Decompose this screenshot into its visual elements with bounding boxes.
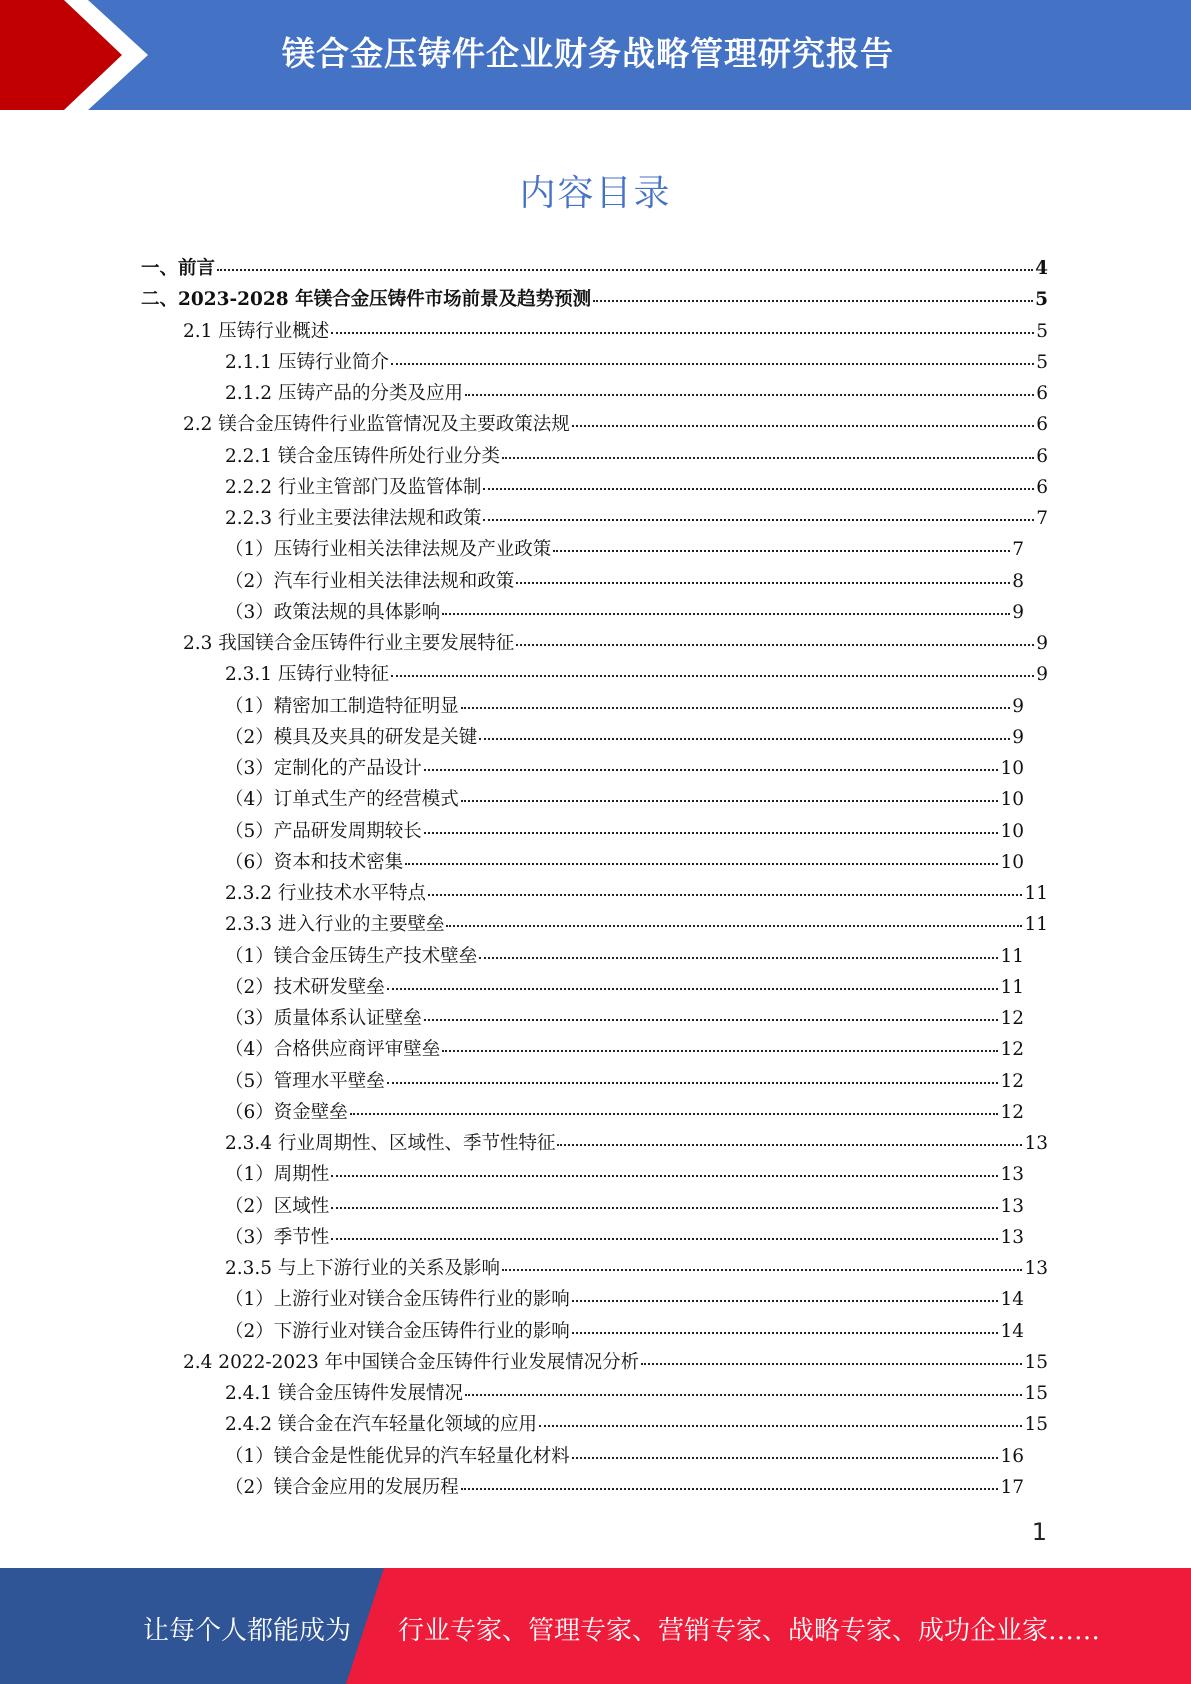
toc-entry-page: 4 — [1035, 258, 1048, 279]
page-number: 1 — [1031, 1518, 1047, 1546]
toc-entry-page: 6 — [1036, 445, 1048, 467]
toc-entry[interactable] — [225, 1191, 1024, 1222]
toc-entry-page: 10 — [1000, 820, 1024, 842]
toc-entry[interactable] — [225, 753, 1024, 784]
toc-entry-page: 13 — [1024, 1133, 1048, 1154]
toc-entry-title: 2.1.2 压铸产品的分类及应用 — [225, 383, 463, 404]
toc-entry-title: （3）季节性 — [225, 1226, 330, 1248]
dot-leader — [442, 595, 1010, 615]
header-banner — [0, 0, 1191, 110]
toc-entry-title: 2.2.2 行业主管部门及监管体制 — [225, 476, 482, 498]
toc-entry-page: 6 — [1036, 476, 1048, 498]
toc-entry[interactable] — [225, 1222, 1024, 1253]
dot-leader — [424, 814, 999, 834]
toc-entry-title: 2.3.5 与上下游行业的关系及影响 — [225, 1258, 500, 1279]
toc-entry[interactable] — [225, 1128, 1048, 1159]
dot-leader — [331, 314, 1034, 334]
toc-entry[interactable] — [225, 378, 1048, 409]
toc-entry-title: （3）政策法规的具体影响 — [225, 601, 441, 623]
toc-entry[interactable] — [183, 409, 1048, 440]
toc-entry-page: 16 — [1000, 1445, 1024, 1467]
toc-entry-title: （2）技术研发壁垒 — [225, 976, 385, 998]
dot-leader — [641, 1345, 1022, 1365]
dot-leader — [461, 689, 1010, 709]
dot-leader — [331, 1157, 998, 1177]
toc-entry[interactable] — [225, 1253, 1048, 1284]
toc-entry-title: （6）资本和技术密集 — [225, 851, 404, 873]
toc-entry[interactable] — [225, 597, 1024, 628]
toc-entry[interactable] — [225, 503, 1048, 534]
toc-entry-page: 9 — [1036, 664, 1048, 686]
toc-entry-title: 2.1.1 压铸行业简介 — [225, 351, 389, 373]
toc-entry-title: （1）上游行业对镁合金压铸件行业的影响 — [225, 1289, 570, 1311]
toc-entry-page: 12 — [1000, 1070, 1024, 1092]
toc-entry-page: 7 — [1036, 508, 1048, 529]
dot-leader — [428, 876, 1022, 896]
dot-leader — [483, 470, 1034, 490]
toc-entry-page: 13 — [1000, 1195, 1024, 1217]
dot-leader — [461, 782, 999, 802]
toc-entry-page: 12 — [1000, 1039, 1024, 1061]
toc-entry[interactable] — [141, 253, 1048, 284]
toc-entry-title: 2.2 镁合金压铸件行业监管情况及主要政策法规 — [183, 414, 570, 436]
toc-entry-title: （2）区域性 — [225, 1195, 330, 1217]
dot-leader — [516, 626, 1034, 646]
toc-entry-title: （2）模具及夹具的研发是关键 — [225, 726, 478, 748]
toc-entry[interactable] — [225, 691, 1024, 722]
toc-entry-title: 2.3 我国镁合金压铸件行业主要发展特征 — [183, 633, 515, 654]
toc-entry-page: 6 — [1036, 414, 1048, 436]
report-title: 镁合金压铸件企业财务战略管理研究报告 — [282, 34, 894, 73]
toc-entry-page: 11 — [1000, 976, 1024, 998]
toc-entry[interactable] — [225, 1441, 1024, 1472]
toc-entry[interactable] — [225, 878, 1048, 909]
dot-leader — [387, 1064, 999, 1084]
toc-entry[interactable] — [225, 1034, 1024, 1065]
dot-leader — [572, 1282, 999, 1302]
dot-leader — [593, 282, 1033, 302]
toc-heading: 内容目录 — [519, 173, 672, 214]
dot-leader — [391, 345, 1034, 365]
toc-entry-title: （1）镁合金压铸生产技术壁垒 — [225, 945, 478, 967]
toc-entry-title: （1）精密加工制造特征明显 — [225, 695, 459, 717]
toc-entry-title: 2.2.3 行业主要法律法规和政策 — [225, 508, 482, 529]
toc-entry[interactable] — [225, 347, 1048, 378]
toc-entry[interactable] — [225, 1409, 1048, 1440]
dot-leader — [572, 407, 1034, 427]
toc-entry-title: （2）汽车行业相关法律法规和政策 — [225, 570, 515, 592]
toc-entry-page: 12 — [1000, 1101, 1024, 1123]
toc-entry[interactable] — [225, 1003, 1024, 1034]
toc-entry-page: 17 — [1000, 1476, 1024, 1498]
toc-entry-page: 15 — [1024, 1414, 1048, 1436]
toc-entry[interactable] — [225, 1284, 1024, 1315]
toc-entry[interactable] — [141, 284, 1048, 315]
dot-leader — [331, 1220, 998, 1240]
toc-entry[interactable] — [225, 1472, 1024, 1503]
toc-entry-page: 15 — [1024, 1383, 1048, 1404]
dot-leader — [502, 1251, 1022, 1271]
toc-entry-title: （4）合格供应商评审壁垒 — [225, 1039, 441, 1061]
toc-entry-title: 一、前言 — [141, 258, 216, 279]
dot-leader — [461, 1470, 999, 1490]
toc-entry[interactable] — [225, 1159, 1024, 1190]
toc-entry-page: 10 — [1000, 758, 1024, 779]
toc-entry-title: 2.3.3 进入行业的主要壁垒 — [225, 914, 445, 936]
toc-entry[interactable] — [225, 566, 1024, 597]
toc-entry[interactable] — [225, 909, 1048, 940]
toc-entry-page: 15 — [1024, 1351, 1048, 1373]
toc-entry[interactable] — [225, 941, 1024, 972]
dot-leader — [391, 657, 1034, 677]
dot-leader — [405, 845, 998, 865]
dot-leader — [516, 564, 1010, 584]
toc-entry-title: 2.4 2022-2023 年中国镁合金压铸件行业发展情况分析 — [183, 1351, 640, 1373]
toc-entry[interactable] — [225, 784, 1024, 815]
dot-leader — [331, 1189, 998, 1209]
toc-entry-title: （1）周期性 — [225, 1164, 330, 1186]
toc-entry[interactable] — [183, 1347, 1048, 1378]
toc-entry-title: 2.2.1 镁合金压铸件所处行业分类 — [225, 445, 500, 467]
toc-entry-page: 9 — [1012, 601, 1024, 623]
toc-entry-page: 12 — [1000, 1008, 1024, 1029]
toc-entry[interactable] — [225, 722, 1024, 753]
toc-entry-page: 11 — [1000, 945, 1024, 967]
footer-banner — [0, 1568, 1191, 1684]
toc-entry[interactable] — [225, 1316, 1024, 1347]
toc-entry-title: （2）下游行业对镁合金压铸件行业的影响 — [225, 1320, 570, 1342]
toc-entry[interactable] — [225, 441, 1048, 472]
toc-entry-page: 14 — [1000, 1289, 1024, 1311]
toc-entry-page: 5 — [1036, 320, 1048, 342]
toc-entry-title: （1）压铸行业相关法律法规及产业政策 — [225, 539, 552, 561]
toc-entry[interactable] — [225, 847, 1024, 878]
toc-entry-title: 二、2023-2028 年镁合金压铸件市场前景及趋势预测 — [141, 289, 592, 311]
dot-leader — [424, 751, 999, 771]
toc-entry-page: 11 — [1024, 883, 1048, 904]
dot-leader — [479, 939, 998, 959]
toc-entry[interactable] — [225, 816, 1024, 847]
dot-leader — [442, 1032, 998, 1052]
toc-entry-title: 2.1 压铸行业概述 — [183, 320, 330, 342]
footer-slogan-right: 行业专家、管理专家、营销专家、战略专家、成功企业家…… — [398, 1616, 1101, 1646]
toc-entry[interactable] — [225, 972, 1024, 1003]
toc-entry[interactable] — [225, 472, 1048, 503]
toc-entry-title: 2.4.1 镁合金压铸件发展情况 — [225, 1383, 463, 1404]
toc-entry-page: 13 — [1000, 1226, 1024, 1248]
toc-entry-title: （5）管理水平壁垒 — [225, 1070, 385, 1092]
dot-leader — [572, 1439, 999, 1459]
dot-leader — [350, 1095, 999, 1115]
toc-entry-page: 13 — [1000, 1164, 1024, 1186]
toc-entry[interactable] — [225, 1097, 1024, 1128]
toc-entry[interactable] — [225, 1378, 1048, 1409]
toc-entry-title: 2.4.2 镁合金在汽车轻量化领域的应用 — [225, 1414, 537, 1436]
toc-entry-title: （2）镁合金应用的发展历程 — [225, 1476, 459, 1498]
dot-leader — [217, 251, 1033, 271]
toc-entry-page: 5 — [1035, 289, 1048, 311]
toc-entry-title: （6）资金壁垒 — [225, 1101, 348, 1123]
dot-leader — [465, 1376, 1022, 1396]
footer-slogan-left: 让每个人都能成为 — [143, 1616, 352, 1646]
toc-entry-title: （4）订单式生产的经营模式 — [225, 789, 459, 811]
dot-leader — [539, 1407, 1022, 1427]
dot-leader — [465, 376, 1034, 396]
toc-entry[interactable] — [225, 1066, 1024, 1097]
toc-entry-page: 14 — [1000, 1320, 1024, 1342]
toc-entry[interactable] — [225, 534, 1024, 565]
dot-leader — [446, 907, 1022, 927]
toc-entry-title: 2.3.2 行业技术水平特点 — [225, 883, 426, 904]
dot-leader — [387, 970, 999, 990]
toc-entry-page: 8 — [1012, 570, 1024, 592]
toc-entry-title: （5）产品研发周期较长 — [225, 820, 422, 842]
dot-leader — [483, 501, 1034, 521]
toc-entry-page: 13 — [1024, 1258, 1048, 1279]
toc-entry-page: 10 — [1000, 789, 1024, 811]
toc-entry-title: （1）镁合金是性能优异的汽车轻量化材料 — [225, 1445, 570, 1467]
toc-entry-page: 5 — [1036, 351, 1048, 373]
toc-entry[interactable] — [183, 628, 1048, 659]
toc-entry-title: 2.3.1 压铸行业特征 — [225, 664, 389, 686]
chevron-decoration-icon — [0, 0, 160, 110]
toc-entry-page: 6 — [1036, 383, 1048, 404]
dot-leader — [572, 1314, 999, 1334]
toc-entry-title: （3）定制化的产品设计 — [225, 758, 422, 779]
dot-leader — [502, 439, 1034, 459]
dot-leader — [479, 720, 1010, 740]
dot-leader — [424, 1001, 999, 1021]
toc-entry-page: 10 — [1000, 851, 1024, 873]
toc-entry-page: 7 — [1012, 539, 1024, 561]
toc-entry[interactable] — [183, 316, 1048, 347]
toc-entry-page: 11 — [1024, 914, 1048, 936]
dot-leader — [557, 1126, 1022, 1146]
dot-leader — [553, 532, 1010, 552]
toc-entry-page: 9 — [1036, 633, 1048, 654]
toc-entry-page: 9 — [1012, 695, 1024, 717]
toc-entry-title: 2.3.4 行业周期性、区域性、季节性特征 — [225, 1133, 556, 1154]
toc-entry-title: （3）质量体系认证壁垒 — [225, 1008, 422, 1029]
toc-entry[interactable] — [225, 659, 1048, 690]
toc-entry-page: 9 — [1012, 726, 1024, 748]
